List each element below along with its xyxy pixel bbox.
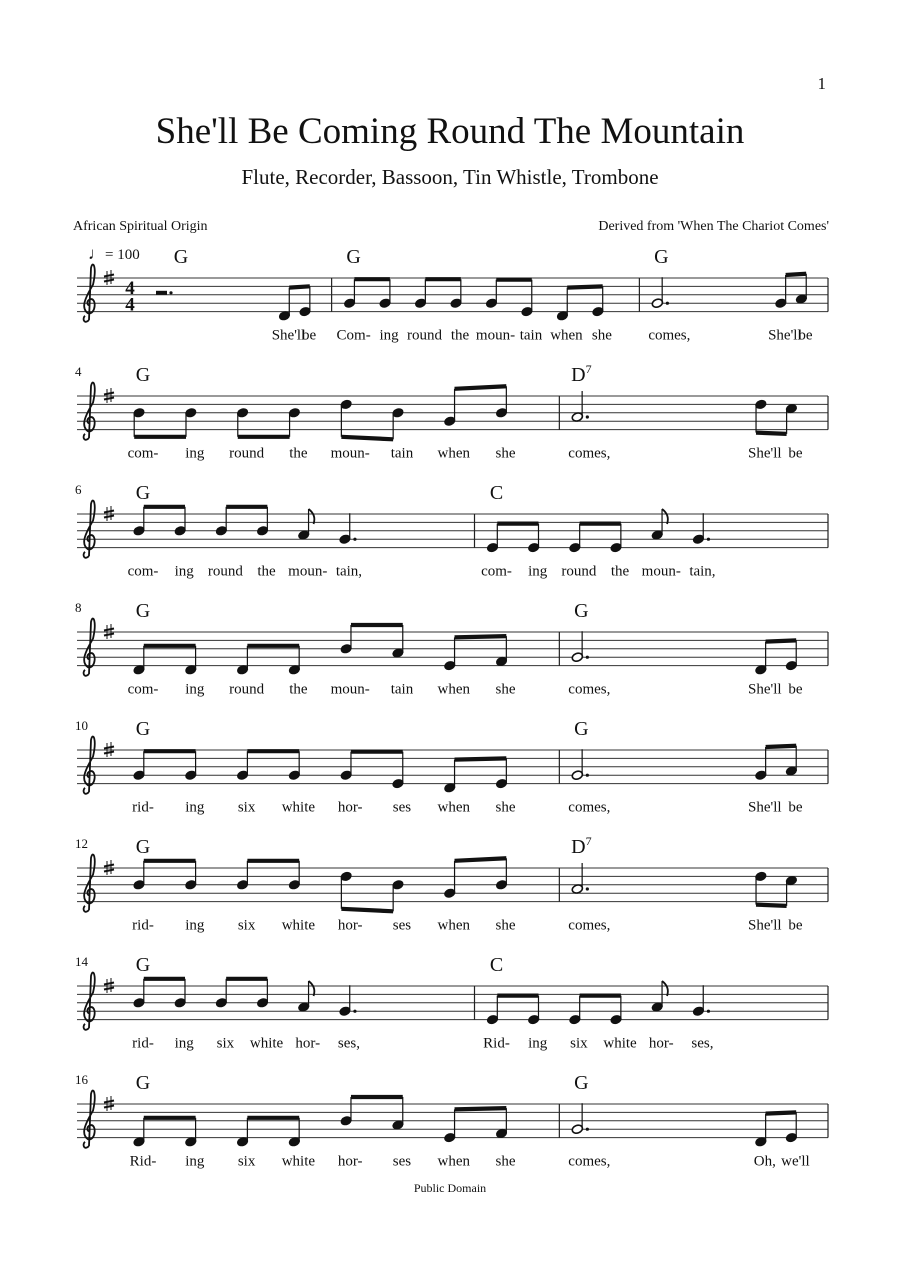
lyric-syllable: comes,: [568, 681, 611, 698]
instrumentation-subtitle: Flute, Recorder, Bassoon, Tin Whistle, Trombone: [241, 165, 659, 189]
sharp-bar: [104, 752, 114, 754]
treble-clef-path: [84, 618, 95, 675]
lyric-syllable: when: [437, 1153, 471, 1170]
chord-symbol: G: [173, 246, 189, 268]
lyric-syllable: ing: [174, 1035, 194, 1052]
lyric-syllable: she: [495, 917, 516, 934]
sharp-bar: [104, 511, 114, 513]
lyric-syllable: the: [289, 681, 308, 698]
lyric-syllable: round: [229, 445, 265, 462]
lyric-syllable: she: [495, 799, 516, 816]
lyric-syllable: She'll: [748, 681, 782, 698]
copyright-footer: Public Domain: [413, 1181, 487, 1195]
eighth-beam: [567, 286, 602, 287]
eighth-beam: [289, 286, 310, 287]
sharp-bar: [104, 393, 114, 395]
treble-clef-icon: [84, 382, 95, 439]
eighth-beam: [756, 905, 787, 906]
lyric-syllable: white: [249, 1035, 284, 1052]
lyric-syllable: com-: [127, 445, 159, 462]
lyric-syllable: when: [437, 917, 471, 934]
chord-symbol: G: [574, 600, 589, 622]
treble-clef-icon: [84, 264, 95, 321]
sharp-bar: [104, 870, 114, 872]
lyric-syllable: hor-: [648, 1035, 674, 1052]
lyric-syllable: moun-: [288, 563, 328, 580]
measure-number: 6: [75, 482, 82, 497]
lyric-syllable: when: [437, 799, 471, 816]
lyric-syllable: moun-: [475, 327, 516, 344]
lyric-syllable: be: [788, 917, 803, 934]
lyric-syllable: ing: [185, 1153, 205, 1170]
chord-extension: 7: [585, 834, 592, 848]
lyric-syllable: the: [610, 563, 630, 580]
lyric-syllable: tain: [390, 681, 414, 698]
lyric-syllable: round: [407, 327, 443, 344]
lyric-syllable: be: [788, 799, 803, 816]
lyric-syllable: white: [281, 917, 316, 934]
treble-clef-path: [84, 500, 95, 557]
lyric-syllable: rid-: [132, 1035, 154, 1052]
lyric-syllable: She'll: [748, 445, 782, 462]
measure-number: 10: [75, 718, 88, 733]
eighth-beam: [455, 858, 507, 861]
lyric-syllable: She'll: [748, 917, 782, 934]
chord-symbol: G: [654, 246, 669, 268]
sharp-bar: [104, 865, 114, 867]
lyric-syllable: hor-: [337, 917, 363, 934]
eighth-beam: [455, 386, 507, 389]
lyric-syllable: tain: [390, 445, 414, 462]
lyric-syllable: white: [281, 1153, 316, 1170]
half-rest-icon: [156, 291, 167, 295]
eighth-flag: [662, 981, 668, 996]
lyric-syllable: Com-: [336, 327, 371, 344]
lyric-syllable: when: [437, 445, 471, 462]
lyric-syllable: tain: [519, 327, 543, 344]
chord-symbol: $D^7$: [571, 834, 592, 858]
measure-number: 16: [75, 1072, 88, 1087]
derivation-credit: Derived from 'When The Chariot Comes': [598, 219, 829, 234]
lyric-syllable: ses: [392, 917, 412, 934]
lyric-syllable: ing: [379, 327, 399, 344]
chord-symbol: G: [574, 1072, 589, 1094]
lyric-syllable: ses: [392, 799, 412, 816]
sharp-bar: [104, 988, 114, 990]
chord-symbol: $D^7$: [571, 362, 592, 386]
lyric-syllable: round: [207, 563, 243, 580]
lyric-syllable: the: [289, 445, 308, 462]
lyric-syllable: be: [301, 327, 317, 344]
measure-number: 12: [75, 836, 88, 851]
chord-symbol: G: [346, 246, 361, 268]
lyric-syllable: comes,: [568, 917, 611, 934]
lyric-syllable: com-: [127, 681, 159, 698]
lyric-syllable: the: [257, 563, 276, 580]
lyric-syllable: ses,: [691, 1035, 714, 1052]
origin-credit: African Spiritual Origin: [73, 219, 208, 234]
lyric-syllable: She'll: [748, 799, 782, 816]
treble-clef-path: [84, 736, 95, 793]
eighth-beam: [341, 909, 393, 912]
treble-clef-path: [84, 854, 95, 911]
rest-dot: [169, 291, 172, 294]
lyric-syllable: comes,: [648, 327, 691, 344]
lyric-syllable: round: [561, 563, 597, 580]
augmentation-dot: [707, 538, 710, 541]
lyric-syllable: She'll: [271, 327, 306, 344]
sharp-bar: [104, 1106, 114, 1108]
sharp-bar: [104, 634, 114, 636]
lyric-syllable: be: [788, 681, 803, 698]
treble-clef-path: [84, 1090, 95, 1147]
lyric-syllable: ing: [185, 917, 205, 934]
augmentation-dot: [586, 1128, 589, 1131]
measure-number: 4: [75, 364, 82, 379]
lyric-syllable: six: [237, 1153, 256, 1170]
eighth-beam: [455, 1108, 507, 1109]
chord-symbol: G: [135, 1072, 151, 1094]
lyric-syllable: ing: [185, 799, 205, 816]
chord-symbol: C: [489, 954, 504, 976]
treble-clef-icon: [84, 854, 95, 911]
lyric-syllable: she: [495, 1153, 516, 1170]
lyric-syllable: six: [570, 1035, 588, 1052]
lyric-syllable: she: [495, 681, 516, 698]
eighth-flag: [309, 509, 315, 524]
lyric-syllable: comes,: [568, 799, 611, 816]
eighth-beam: [766, 1112, 797, 1113]
lyric-syllable: white: [603, 1035, 637, 1052]
lyric-syllable: rid-: [132, 917, 154, 934]
lyric-syllable: hor-: [295, 1035, 321, 1052]
augmentation-dot: [666, 302, 669, 305]
lyric-syllable: ing: [528, 563, 548, 580]
lyric-syllable: when: [550, 327, 583, 344]
eighth-beam: [756, 433, 787, 434]
treble-clef-icon: [84, 736, 95, 793]
chord-symbol: G: [135, 836, 151, 858]
chord-symbol: G: [135, 718, 151, 740]
lyric-syllable: the: [450, 327, 470, 344]
eighth-flag: [309, 981, 315, 996]
eighth-beam: [455, 758, 507, 759]
lyric-syllable: ing: [185, 445, 205, 462]
augmentation-dot: [707, 1010, 710, 1013]
chord-symbol: G: [135, 954, 151, 976]
sharp-bar: [104, 1101, 114, 1103]
lyric-syllable: six: [216, 1035, 235, 1052]
lyric-syllable: she: [495, 445, 516, 462]
lyric-syllable: round: [229, 681, 265, 698]
lyric-syllable: Rid-: [483, 1035, 510, 1052]
sharp-bar: [104, 747, 114, 749]
lyric-syllable: be: [788, 445, 803, 462]
lyric-syllable: six: [237, 799, 256, 816]
tempo-value: = 100: [105, 247, 140, 263]
augmentation-dot: [586, 887, 589, 890]
sharp-bar: [104, 516, 114, 518]
lyric-syllable: hor-: [337, 799, 363, 816]
time-signature-bottom: 4: [125, 294, 135, 316]
eighth-beam: [455, 636, 507, 637]
lyric-syllable: six: [237, 917, 256, 934]
measure-number: 14: [75, 954, 88, 969]
lyric-syllable: white: [281, 799, 316, 816]
lyric-syllable: hor-: [337, 1153, 363, 1170]
treble-clef-icon: [84, 972, 95, 1029]
lyric-syllable: She'll: [768, 327, 802, 344]
lyric-syllable: she: [591, 327, 612, 344]
sharp-bar: [104, 629, 114, 631]
treble-clef-path: [84, 382, 95, 439]
eighth-beam: [766, 746, 797, 747]
lyric-syllable: Oh,: [753, 1153, 776, 1170]
lyric-syllable: com-: [481, 563, 512, 580]
lyric-syllable: ses: [392, 1153, 412, 1170]
lyric-syllable: ses,: [337, 1035, 360, 1052]
time-signature-top: 4: [125, 277, 135, 299]
eighth-beam: [341, 437, 393, 440]
page-number: 1: [817, 74, 826, 93]
lyric-syllable: rid-: [132, 799, 154, 816]
chord-symbol: G: [135, 600, 151, 622]
chord-extension: 7: [585, 362, 592, 376]
augmentation-dot: [586, 656, 589, 659]
lyric-syllable: moun-: [330, 445, 370, 462]
lyric-syllable: com-: [127, 563, 159, 580]
lyric-syllable: comes,: [568, 445, 611, 462]
treble-clef-path: [84, 972, 95, 1029]
sharp-bar: [104, 280, 114, 282]
lyric-syllable: tain,: [689, 563, 716, 580]
treble-clef-icon: [84, 618, 95, 675]
chord-symbol: C: [489, 482, 504, 504]
lyric-syllable: when: [437, 681, 471, 698]
lyric-syllable: Rid-: [129, 1153, 157, 1170]
augmentation-dot: [586, 774, 589, 777]
treble-clef-path: [84, 264, 95, 321]
lyric-syllable: moun-: [330, 681, 370, 698]
lyric-syllable: we'll: [781, 1153, 810, 1170]
score-title: She'll Be Coming Round The Mountain: [155, 111, 745, 152]
sharp-bar: [104, 983, 114, 985]
measure-number: 8: [75, 600, 82, 615]
chord-symbol: G: [135, 482, 151, 504]
augmentation-dot: [353, 1010, 356, 1013]
chord-symbol: G: [574, 718, 589, 740]
lyric-syllable: moun-: [641, 563, 681, 580]
lyric-syllable: ing: [174, 563, 194, 580]
treble-clef-icon: [84, 1090, 95, 1147]
augmentation-dot: [353, 538, 356, 541]
augmentation-dot: [586, 415, 589, 418]
treble-clef-icon: [84, 500, 95, 557]
eighth-beam: [786, 274, 807, 275]
quarter-note-icon: ♩: [88, 244, 105, 263]
eighth-flag: [662, 509, 668, 524]
lyric-syllable: ing: [185, 681, 205, 698]
lyric-syllable: tain,: [335, 563, 363, 580]
lyric-syllable: be: [798, 327, 813, 344]
chord-symbol: G: [135, 364, 151, 386]
lyric-syllable: comes,: [568, 1153, 611, 1170]
lyric-syllable: ing: [528, 1035, 548, 1052]
eighth-beam: [766, 640, 797, 641]
sharp-bar: [104, 275, 114, 277]
sharp-bar: [104, 398, 114, 400]
